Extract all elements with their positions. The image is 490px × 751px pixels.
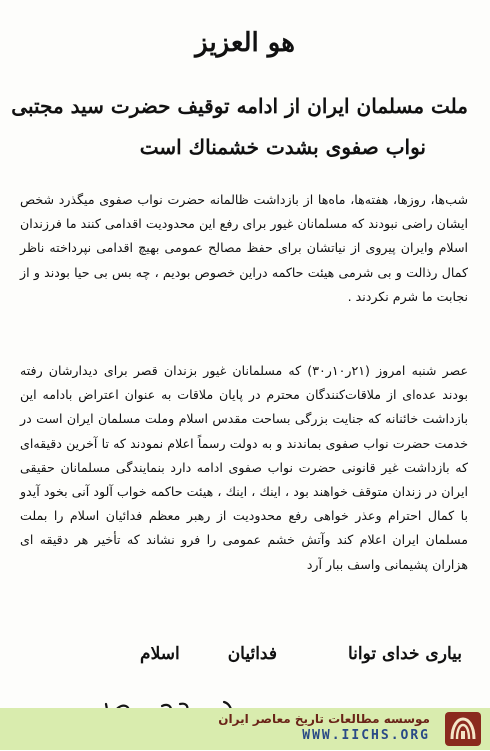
body-paragraph-1: شب‌ها، روزها، هفته‌ها، ماه‌ها از بازداشت ظالمانه حضرت نواب صفوی میگذرد شخص ایشان راضی نبودند که مسلمانان غیور برای رفع این محدودیت اقدامی کنند ما فرزندان اسلام وایران پیروی از نیاتشان برای حفظ مصالح عمومی بهیچ اقدامی نپرداخته ناظر کمال رذالت و بی شرمی هیئت حاکمه دراین خصوص بودیم ، چه بس بی حیا بودند و از نجابت ما شرم نکردند . bbox=[20, 192, 468, 304]
footer-text-block bbox=[218, 712, 430, 743]
signature-organization bbox=[140, 644, 277, 664]
body-paragraph-2: عصر شنبه امروز (۲۱ر۱۰ر۳۰) که مسلمانان غیور بزندان قصر برای دیدارشان رفته بودند عده‌ای از ملاقات‌کنندگان محترم در پایان ملاقات به عنوان اعتراض بادامه این بازداشت خائنانه که جنایت بزرگی بساحت مقدس اسلام وملت مسلمان ایران است در خدمت حضرت نواب صفوی بماندند و به دولت رسماً اعلام نمودند که تا آخرین دقیقه‌ای که بازداشت غیر قانونی حضرت نواب صفوی ادامه دارد بنمایندگی مسلمانان حقیقی ایران در زندان متوقف خواهند بود ، اینك ، اینك ، هیئت حاکمه خواب آلود آنی بخود آیدو با کمال احترام وعذر خواهی رفع محدودیت از رهبر معظم فدائیان اسلام را بملت مسلمان ایران اعلام کند وآتش خشم عمومی را فرو نشاند که تأخیر هر دقیقه ای هزاران پشیمانی واسف ببار آرد bbox=[20, 363, 468, 572]
archive-footer-band bbox=[0, 708, 490, 750]
headline-line-2: نواب صفوی بشدت خشمناك است bbox=[139, 135, 426, 159]
signature-organization-word-1: فدائیان bbox=[227, 644, 277, 664]
institute-url-link[interactable]: WWW.IICHS.ORG bbox=[302, 728, 430, 743]
logo-emblem-drawing bbox=[444, 711, 482, 747]
document-heading: هو العزیز bbox=[195, 28, 295, 58]
headline-line-1: ملت مسلمان ایران از ادامه توقیف حضرت سید مجتبی bbox=[11, 94, 468, 118]
signature-invocation: بیاری خدای توانا bbox=[347, 644, 462, 664]
institute-name: موسسه مطالعات تاریخ معاصر ایران bbox=[218, 712, 430, 726]
signature-organization-word-2: اسلام bbox=[140, 644, 180, 664]
institute-logo-icon bbox=[444, 711, 482, 747]
